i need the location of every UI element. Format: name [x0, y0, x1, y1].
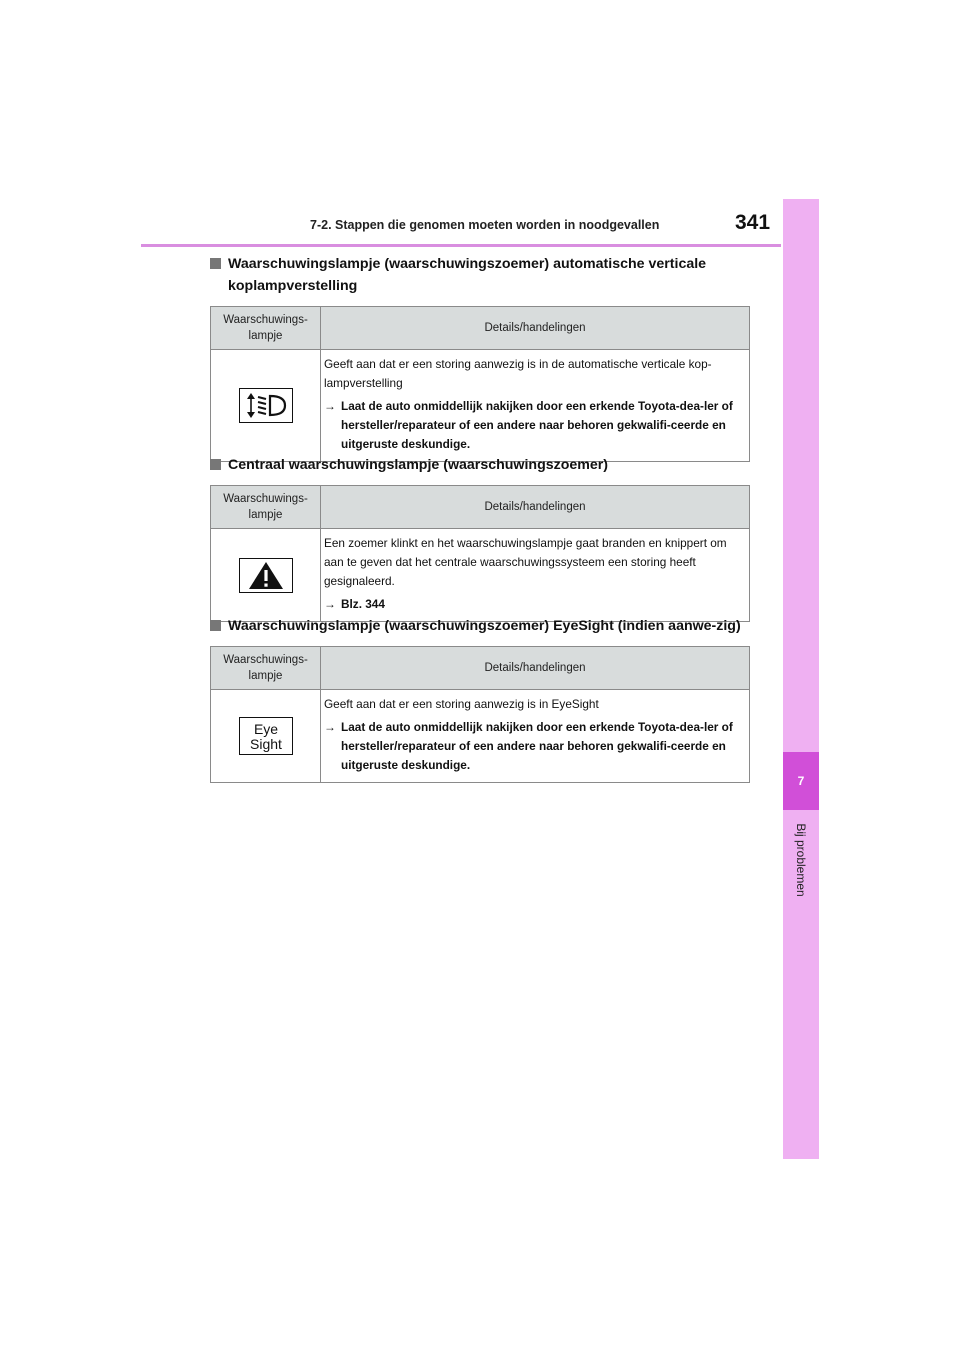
page-reference-link[interactable]: Blz. 344	[341, 597, 385, 611]
details-description: Geeft aan dat er een storing aanwezig is in de automatische verticale kop-lampverstelling	[324, 357, 712, 390]
headlight-leveling-icon	[239, 388, 293, 423]
square-bullet-icon	[210, 258, 221, 269]
arrow-icon: →	[324, 399, 336, 413]
section-headlight-leveling	[210, 253, 750, 462]
column-header-details: Details/handelingen	[321, 486, 750, 529]
details-description: Een zoemer klinkt en het waarschuwingslampje gaat branden en knippert om aan te geven dat het centrale waarschuwingssysteem een storing heeft gesignaleerd.	[324, 536, 727, 588]
eyesight-icon-text-top: Eye	[253, 721, 278, 737]
chapter-label: Bij problemen	[794, 823, 808, 897]
column-header-lamp: Waarschuwings- lampje	[211, 647, 321, 690]
square-bullet-icon	[210, 620, 221, 631]
warning-table	[210, 485, 750, 622]
section-master-warning	[210, 454, 750, 622]
action-instruction: → Laat de auto onmiddellijk nakijken door een erkende Toyota-dea-ler of hersteller/reparateur of een andere naar behoren gekwalifi-ceerde en uitgeruste deskundige.	[324, 720, 733, 772]
column-header-details: Details/handelingen	[321, 647, 750, 690]
chapter-side-tab	[783, 199, 819, 1159]
action-instruction	[324, 595, 746, 614]
eyesight-icon-text-bottom: Sight	[249, 736, 282, 752]
master-warning-icon	[239, 558, 293, 593]
chapter-number-badge: 7	[783, 752, 819, 810]
details-description: Geeft aan dat er een storing aanwezig is in EyeSight	[324, 697, 599, 711]
column-header-lamp: Waarschuwings- lampje	[211, 307, 321, 350]
column-header-details: Details/handelingen	[321, 307, 750, 350]
running-header: 7-2. Stappen die genomen moeten worden in noodgevallen	[310, 218, 660, 232]
arrow-icon: →	[324, 597, 336, 611]
warning-table	[210, 646, 750, 783]
square-bullet-icon	[210, 459, 221, 470]
page-number: 341	[735, 211, 771, 234]
action-instruction: → Laat de auto onmiddellijk nakijken door een erkende Toyota-dea-ler of hersteller/reparateur of een andere naar behoren gekwalifi-ceerde en uitgeruste deskundige.	[324, 399, 733, 451]
eyesight-icon	[239, 717, 293, 755]
arrow-icon: →	[324, 720, 336, 734]
column-header-lamp: Waarschuwings- lampje	[211, 486, 321, 529]
section-eyesight	[210, 615, 750, 783]
section-heading: Waarschuwingslampje (waarschuwingszoemer) automatische verticale koplampverstelling	[210, 253, 750, 297]
section-heading: Centraal waarschuwingslampje (waarschuwingszoemer)	[210, 454, 750, 476]
warning-table	[210, 306, 750, 462]
header-divider	[141, 244, 781, 247]
section-heading: Waarschuwingslampje (waarschuwingszoemer) EyeSight (indien aanwe-zig)	[210, 615, 750, 637]
